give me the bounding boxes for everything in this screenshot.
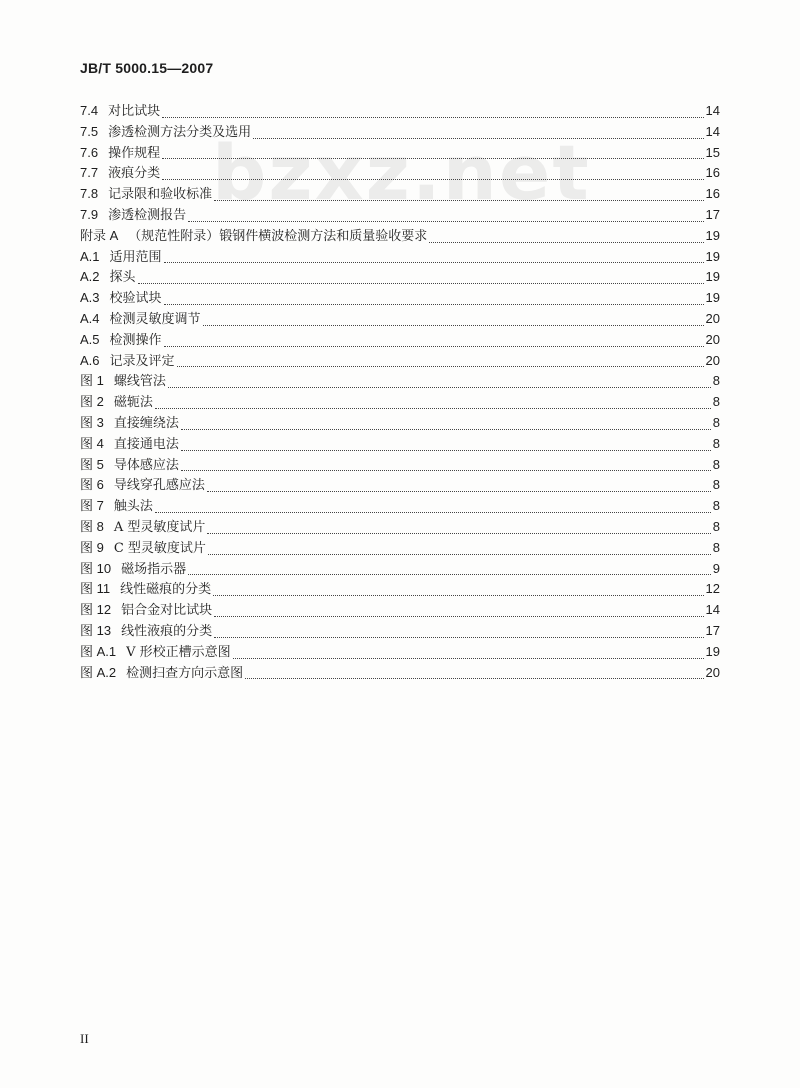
toc-entry[interactable] xyxy=(80,184,720,205)
toc-dot-leader xyxy=(253,138,703,139)
toc-entry-page: 8 xyxy=(712,498,720,514)
toc-dot-leader xyxy=(188,574,711,575)
toc-entry-number: 图 2 xyxy=(80,394,104,410)
toc-dot-leader xyxy=(181,429,711,430)
toc-entry-number: 图 7 xyxy=(80,498,104,514)
toc-entry-label xyxy=(80,579,211,601)
toc-entry-label xyxy=(80,101,160,123)
toc-entry-title: C 型灵敏度试片 xyxy=(113,540,206,556)
toc-entry-label xyxy=(80,663,243,685)
toc-entry-number: 图 12 xyxy=(80,602,112,618)
toc-entry-number: 7.8 xyxy=(80,186,99,202)
toc-entry-page: 17 xyxy=(705,622,720,638)
toc-entry-title: 对比试块 xyxy=(108,104,161,119)
toc-entry-page: 14 xyxy=(705,103,720,118)
table-of-contents xyxy=(80,101,720,683)
toc-entry[interactable] xyxy=(80,538,720,559)
toc-entry-page: 19 xyxy=(705,248,720,264)
toc-dot-leader xyxy=(177,366,704,367)
toc-entry[interactable] xyxy=(80,205,720,226)
toc-entry[interactable] xyxy=(80,309,720,330)
toc-entry-label xyxy=(80,538,206,560)
toc-entry-title: 磁场指示器 xyxy=(121,561,187,577)
toc-entry-number: 图 8 xyxy=(80,518,104,534)
toc-entry[interactable] xyxy=(80,163,720,184)
toc-entry-number: 7.9 xyxy=(80,206,99,222)
toc-entry-page: 8 xyxy=(712,373,720,389)
toc-dot-leader xyxy=(208,554,711,555)
toc-entry-label xyxy=(80,434,179,456)
toc-entry-label xyxy=(80,496,153,518)
toc-entry-page: 8 xyxy=(712,477,720,493)
toc-entry-title: A 型灵敏度试片 xyxy=(113,519,206,535)
toc-entry-page: 17 xyxy=(705,206,720,222)
toc-entry-number: 图 11 xyxy=(80,581,111,597)
toc-dot-leader xyxy=(181,450,711,451)
toc-entry[interactable] xyxy=(80,455,720,476)
toc-dot-leader xyxy=(188,221,703,222)
toc-entry-page: 9 xyxy=(712,560,720,576)
toc-entry-number: A.2 xyxy=(80,269,100,285)
toc-entry-number: A.5 xyxy=(80,331,100,347)
toc-entry[interactable] xyxy=(80,101,720,122)
toc-dot-leader xyxy=(162,117,703,118)
watermark: bzxz.net xyxy=(212,128,591,217)
toc-entry-label xyxy=(80,184,212,206)
toc-entry-number: 7.5 xyxy=(80,123,99,139)
toc-entry-title: 校验试块 xyxy=(109,291,162,307)
toc-dot-leader xyxy=(164,304,704,305)
toc-entry[interactable] xyxy=(80,371,720,392)
toc-entry-title: 铝合金对比试块 xyxy=(121,603,213,619)
toc-dot-leader xyxy=(203,325,704,326)
toc-dot-leader xyxy=(164,346,704,347)
toc-dot-leader xyxy=(155,408,711,409)
toc-entry-title: 液痕分类 xyxy=(108,166,161,182)
toc-entry-label xyxy=(80,621,212,643)
toc-entry-number: 图 9 xyxy=(80,539,104,555)
toc-entry-number: 附录 A xyxy=(80,227,119,243)
toc-entry-page: 20 xyxy=(705,352,720,368)
toc-dot-leader xyxy=(181,470,711,471)
toc-entry-label xyxy=(80,330,162,352)
toc-entry[interactable] xyxy=(80,143,720,164)
toc-entry-label xyxy=(80,143,160,165)
toc-entry-page: 19 xyxy=(705,290,720,306)
toc-entry[interactable] xyxy=(80,642,720,663)
toc-entry-number: 图 A.1 xyxy=(80,643,117,659)
toc-entry-title: 记录及评定 xyxy=(109,353,175,369)
toc-entry[interactable] xyxy=(80,226,720,247)
toc-entry-page: 8 xyxy=(712,539,720,555)
toc-entry-title: 检测操作 xyxy=(109,332,162,348)
toc-entry[interactable] xyxy=(80,434,720,455)
toc-entry-label xyxy=(80,309,201,331)
toc-entry-title: 探头 xyxy=(109,270,136,286)
toc-entry[interactable] xyxy=(80,247,720,268)
document-id-header: JB/T 5000.15—2007 xyxy=(80,60,214,76)
toc-entry-page: 19 xyxy=(705,227,720,243)
toc-entry-title: 渗透检测方法分类及选用 xyxy=(108,124,252,140)
toc-entry-title: 磁轭法 xyxy=(113,395,153,411)
toc-entry[interactable] xyxy=(80,351,720,372)
toc-entry-number: 图 6 xyxy=(80,477,104,493)
toc-entry-page: 14 xyxy=(705,123,720,139)
toc-entry-page: 20 xyxy=(705,331,720,347)
toc-dot-leader xyxy=(155,512,711,513)
toc-entry-title: 导体感应法 xyxy=(113,457,179,473)
toc-entry-label xyxy=(80,205,186,227)
toc-dot-leader xyxy=(429,242,703,243)
toc-entry-title: 渗透检测报告 xyxy=(108,207,187,223)
toc-entry-number: 图 A.2 xyxy=(80,664,117,680)
toc-entry-label xyxy=(80,163,160,185)
toc-entry-label xyxy=(80,475,205,497)
toc-entry-number: A.3 xyxy=(80,290,100,306)
toc-entry-label xyxy=(80,413,179,435)
toc-dot-leader xyxy=(233,658,704,659)
toc-entry-number: 7.4 xyxy=(80,103,99,118)
toc-entry-page: 19 xyxy=(705,643,720,659)
toc-entry-title: 螺线管法 xyxy=(113,374,166,390)
toc-entry-label xyxy=(80,392,153,414)
toc-entry-page: 8 xyxy=(712,435,720,451)
toc-entry-number: 图 10 xyxy=(80,560,112,576)
toc-entry-number: A.1 xyxy=(80,248,100,264)
toc-dot-leader xyxy=(245,678,703,679)
toc-dot-leader xyxy=(162,179,703,180)
toc-entry[interactable] xyxy=(80,600,720,621)
toc-entry[interactable] xyxy=(80,517,720,538)
toc-entry[interactable] xyxy=(80,267,720,288)
toc-entry[interactable] xyxy=(80,559,720,580)
toc-entry-title: 记录限和验收标准 xyxy=(108,187,213,203)
toc-entry-title: 触头法 xyxy=(113,499,153,515)
toc-entry-label xyxy=(80,122,251,144)
toc-entry-title: 线性磁痕的分类 xyxy=(120,582,212,598)
toc-entry-label xyxy=(80,371,166,393)
toc-entry[interactable] xyxy=(80,288,720,309)
toc-entry-number: 7.7 xyxy=(80,165,99,181)
toc-entry-title: 操作规程 xyxy=(108,145,161,161)
page-number: II xyxy=(80,1031,89,1046)
toc-entry[interactable] xyxy=(80,413,720,434)
toc-entry-label xyxy=(80,642,231,664)
toc-dot-leader xyxy=(214,616,703,617)
toc-entry-page: 20 xyxy=(705,664,720,680)
toc-entry[interactable] xyxy=(80,663,720,684)
toc-entry-page: 16 xyxy=(705,186,720,202)
toc-entry-page: 20 xyxy=(705,310,720,326)
toc-entry[interactable] xyxy=(80,621,720,642)
toc-entry-page: 8 xyxy=(712,518,720,534)
toc-entry-title: （规范性附录）锻钢件横波检测方法和质量验收要求 xyxy=(128,228,428,244)
toc-entry-number: 图 3 xyxy=(80,414,104,430)
toc-dot-leader xyxy=(162,158,703,159)
toc-entry-number: 图 13 xyxy=(80,622,112,638)
toc-entry-page: 12 xyxy=(705,581,720,597)
toc-entry-label xyxy=(80,226,427,248)
toc-dot-leader xyxy=(138,283,704,284)
toc-entry-number: 7.6 xyxy=(80,144,99,160)
toc-entry[interactable] xyxy=(80,122,720,143)
toc-entry-page: 8 xyxy=(712,456,720,472)
toc-entry-label xyxy=(80,288,162,310)
toc-entry-label xyxy=(80,455,179,477)
toc-entry-number: 图 5 xyxy=(80,456,104,472)
toc-dot-leader xyxy=(207,533,710,534)
toc-entry[interactable] xyxy=(80,392,720,413)
toc-entry-page: 14 xyxy=(705,602,720,618)
toc-dot-leader xyxy=(213,595,703,596)
toc-entry-page: 8 xyxy=(712,394,720,410)
toc-dot-leader xyxy=(207,491,711,492)
toc-entry-number: 图 4 xyxy=(80,435,104,451)
toc-entry-page: 8 xyxy=(712,414,720,430)
toc-entry-number: 图 1 xyxy=(80,373,104,389)
toc-entry-title: 导线穿孔感应法 xyxy=(113,478,205,494)
toc-entry-label xyxy=(80,517,205,539)
toc-entry-title: 检测扫查方向示意图 xyxy=(126,665,244,681)
toc-entry-label xyxy=(80,247,162,269)
toc-entry-page: 15 xyxy=(705,144,720,160)
toc-dot-leader xyxy=(214,637,703,638)
toc-entry-title: V 形校正槽示意图 xyxy=(126,644,231,660)
toc-entry-label xyxy=(80,559,186,581)
toc-dot-leader xyxy=(164,262,704,263)
toc-entry-number: A.6 xyxy=(80,352,100,368)
toc-entry-number: A.4 xyxy=(80,310,100,326)
toc-entry-page: 16 xyxy=(705,165,720,181)
toc-dot-leader xyxy=(214,200,703,201)
toc-entry-title: 检测灵敏度调节 xyxy=(109,311,201,327)
toc-entry-page: 19 xyxy=(705,269,720,285)
toc-entry-title: 直接缠绕法 xyxy=(113,415,179,431)
toc-entry-title: 适用范围 xyxy=(109,249,162,265)
toc-entry-title: 直接通电法 xyxy=(113,436,179,452)
toc-entry-label xyxy=(80,600,212,622)
toc-dot-leader xyxy=(168,387,711,388)
toc-entry[interactable] xyxy=(80,330,720,351)
toc-entry-title: 线性液痕的分类 xyxy=(121,623,213,639)
toc-entry-label xyxy=(80,351,175,373)
toc-entry-label xyxy=(80,267,136,289)
toc-entry[interactable] xyxy=(80,579,720,600)
toc-entry[interactable] xyxy=(80,496,720,517)
toc-entry[interactable] xyxy=(80,475,720,496)
